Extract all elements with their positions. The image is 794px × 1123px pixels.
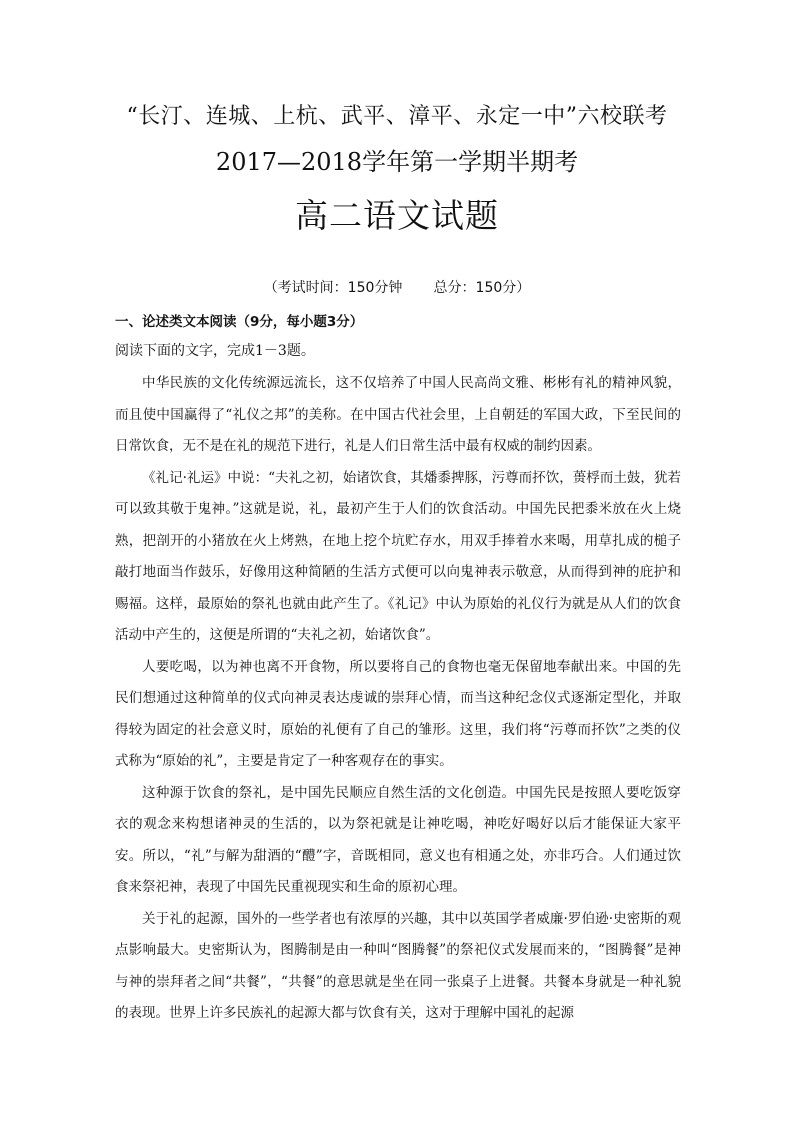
passage-paragraph-4: 这种源于饮食的祭礼，是中国先民顺应自然生活的文化创造。中国先民是按照人要吃饭穿衣的观念来构想诸神灵的生活的，以为祭祀就是让神吃喝，神吃好喝好以后才能保证大家平安。所以，“礼”与解为甜酒的“醴”字，音既相同，意义也有相通之处，亦非巧合。人们通过饮食来祭祀神，表现了中国先民重视现实和生命的原初心理。	[115, 784, 681, 895]
reading-instruction: 阅读下面的文字，完成1－3题。	[115, 343, 315, 359]
reading-passage	[115, 368, 681, 1030]
passage-paragraph-1: 中华民族的文化传统源远流长，这不仅培养了中国人民高尚文雅、彬彬有礼的精神风貌，而且使中国赢得了“礼仪之邦”的美称。在中国古代社会里，上自朝廷的军国大政，下至民间的日常饮食，无不是在礼的规范下进行，礼是人们日常生活中最有权威的制约因素。	[115, 375, 681, 454]
section-heading: 一、论述类文本阅读（9分，每小题3分）	[115, 314, 364, 330]
exam-union-title: “长汀、连城、上杭、武平、漳平、永定一中”六校联考	[126, 104, 668, 129]
paper-title: 高二语文试题	[295, 196, 499, 235]
passage-paragraph-5: 关于礼的起源，国外的一些学者也有浓厚的兴趣，其中以英国学者威廉·罗伯逊·史密斯的观点影响最大。史密斯认为，图腾制是由一种叫“图腾餐”的祭祀仪式发展而来的，“图腾餐”是神与神的崇拜者之间“共餐”，“共餐”的意思就是坐在同一张桌子上进餐。共餐本身就是一种礼貌的表现。世界上许多民族礼的起源大都与饮食有关，这对于理解中国礼的起源	[115, 910, 681, 1021]
passage-paragraph-2: 《礼记·礼运》中说：“夫礼之初，始诸饮食，其燔黍捭豚，污尊而抔饮，蒉桴而土鼓，犹若可以致其敬于鬼神。”这就是说，礼，最初产生于人们的饮食活动。中国先民把黍米放在火上烧熟，把剖开的小猪放在火上烤熟，在地上挖个坑贮存水，用双手捧着水来喝，用草扎成的槌子敲打地面当作鼓乐，好像用这种简陋的生活方式便可以向鬼神表示敬意，从而得到神的庇护和赐福。这样，最原始的祭礼也就由此产生了。《礼记》中认为原始的礼仪行为就是从人们的饮食活动中产生的，这便是所谓的“夫礼之初，始诸饮食”。	[115, 469, 681, 643]
passage-paragraph-3: 人要吃喝，以为神也离不开食物，所以要将自己的食物也毫无保留地奉献出来。中国的先民们想通过这种简单的仪式向神灵表达虔诚的崇拜心情，而当这种纪念仪式逐渐定型化，并取得较为固定的社会意义时，原始的礼便有了自己的雏形。这里，我们将“污尊而抔饮”之类的仪式称为“原始的礼”，主要是肯定了一种客观存在的事实。	[115, 658, 681, 769]
semester-title: 2017—2018学年第一学期半期考	[215, 148, 579, 176]
exam-time-score: （考试时间：150分钟 总分：150分）	[263, 280, 531, 296]
